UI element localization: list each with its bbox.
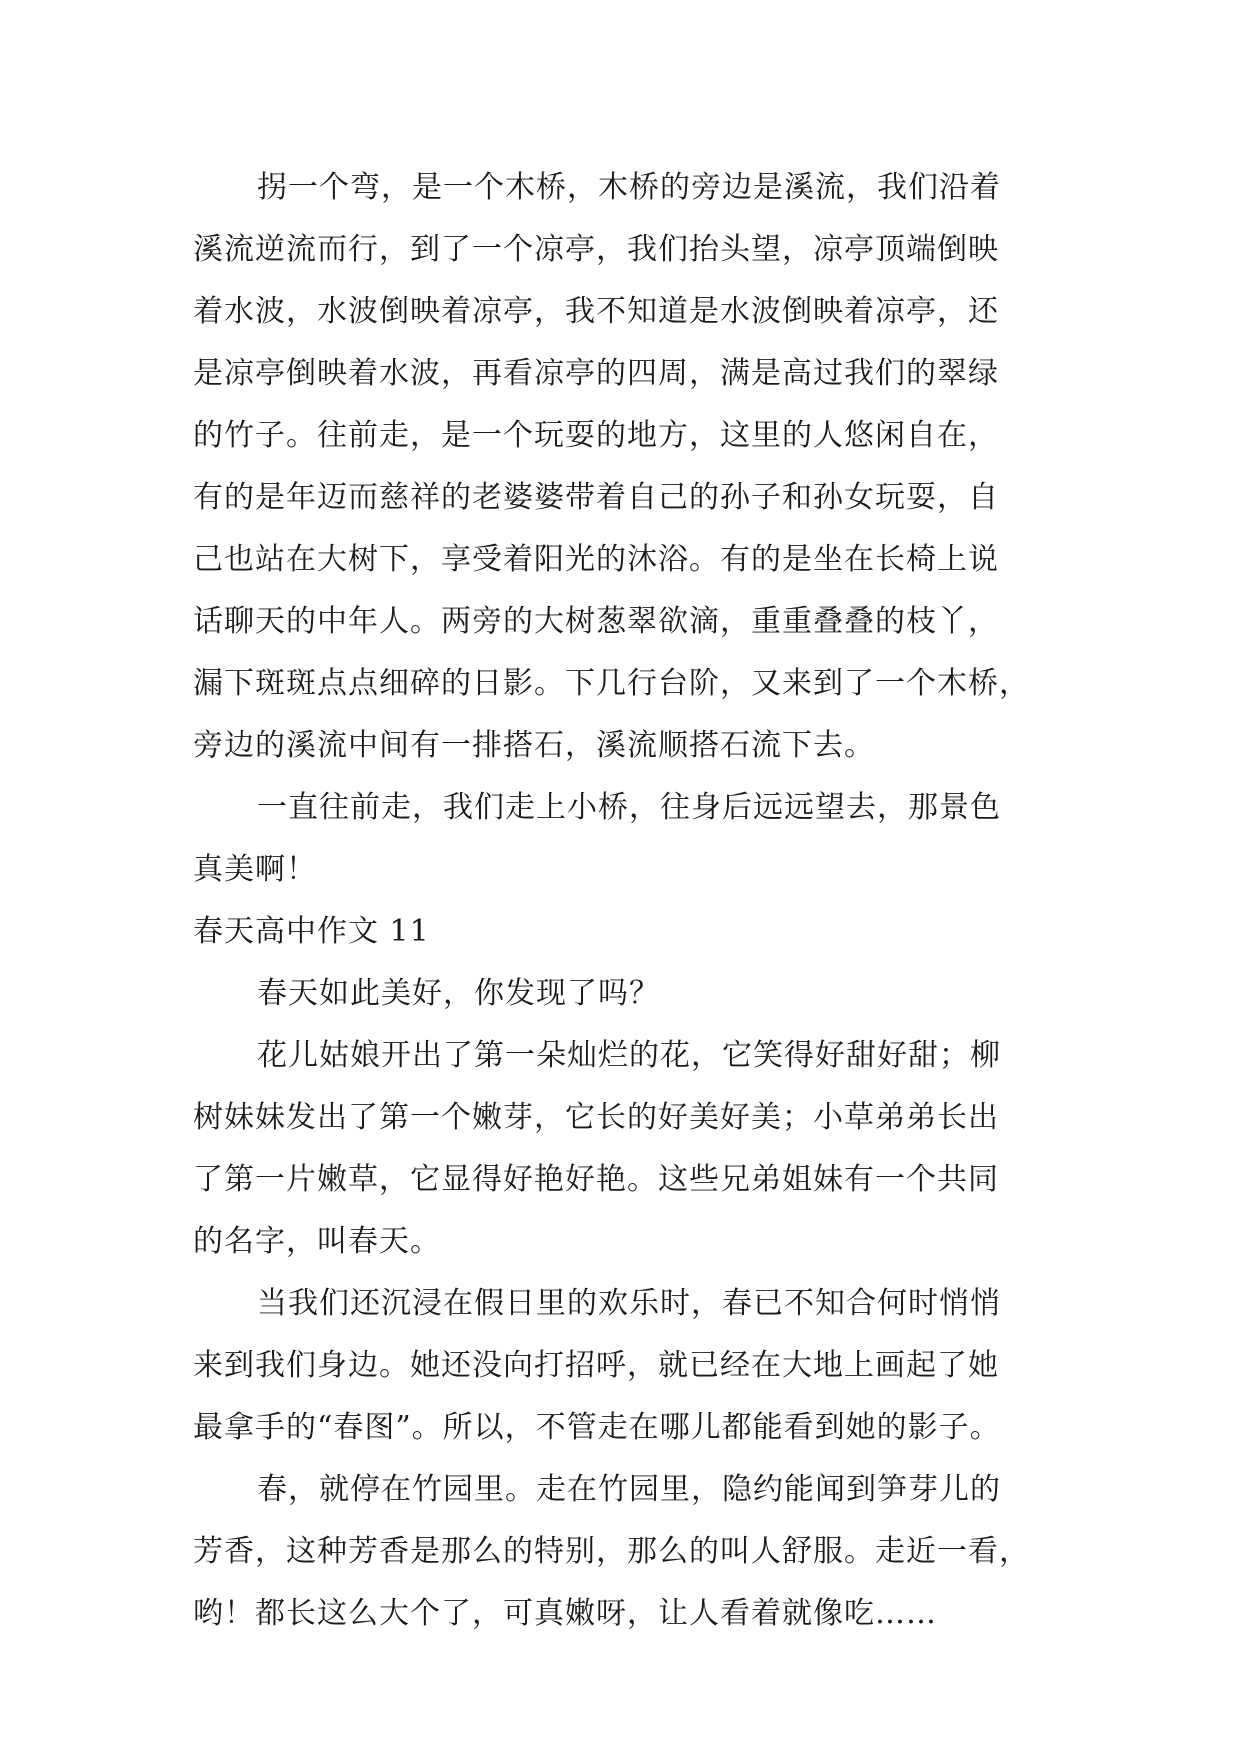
paragraph-line: 漏下斑斑点点细碎的日影。下几行台阶，又来到了一个木桥， — [193, 666, 1030, 701]
paragraph-line: 了第一片嫩草，它显得好艳好艳。这些兄弟姐妹有一个共同 — [193, 1162, 999, 1197]
paragraph-line: 话聊天的中年人。两旁的大树葱翠欲滴，重重叠叠的枝丫， — [193, 604, 999, 639]
paragraph-line: 春，就停在竹园里。走在竹园里，隐约能闻到笋芽儿的 — [257, 1472, 1001, 1507]
paragraph-line: 当我们还沉浸在假日里的欢乐时，春已不知合何时悄悄 — [257, 1286, 1001, 1321]
paragraph-line: 溪流逆流而行，到了一个凉亭，我们抬头望，凉亭顶端倒映 — [193, 232, 999, 267]
paragraph-line: 拐一个弯，是一个木桥，木桥的旁边是溪流，我们沿着 — [257, 170, 1001, 205]
paragraph-line: 真美啊！ — [193, 852, 317, 887]
paragraph-line: 的竹子。往前走，是一个玩耍的地方，这里的人悠闲自在， — [193, 418, 999, 453]
paragraph-line: 树妹妹发出了第一个嫩芽，它长的好美好美；小草弟弟长出 — [193, 1100, 999, 1135]
paragraph-line: 旁边的溪流中间有一排搭石，溪流顺搭石流下去。 — [193, 728, 875, 763]
paragraph-line: 己也站在大树下，享受着阳光的沐浴。有的是坐在长椅上说 — [193, 542, 999, 577]
paragraph-line: 春天如此美好，你发现了吗？ — [257, 976, 660, 1011]
paragraph-line: 芳香，这种芳香是那么的特别，那么的叫人舒服。走近一看， — [193, 1534, 1030, 1569]
paragraph-line: 一直往前走，我们走上小桥，往身后远远望去，那景色 — [257, 790, 1001, 825]
paragraph-line: 最拿手的“春图”。所以，不管走在哪儿都能看到她的影子。 — [193, 1410, 1001, 1445]
paragraph-line: 来到我们身边。她还没向打招呼，就已经在大地上画起了她 — [193, 1348, 999, 1383]
paragraph-line: 着水波，水波倒映着凉亭，我不知道是水波倒映着凉亭，还 — [193, 294, 999, 329]
paragraph-line: 花儿姑娘开出了第一朵灿烂的花，它笑得好甜好甜；柳 — [257, 1038, 1001, 1073]
paragraph-line: 的名字，叫春天。 — [193, 1224, 441, 1259]
section-heading: 春天高中作文 11 — [193, 914, 430, 949]
paragraph-line: 哟！都长这么大个了，可真嫩呀，让人看着就像吃…… — [193, 1596, 937, 1631]
paragraph-line: 是凉亭倒映着水波，再看凉亭的四周，满是高过我们的翠绿 — [193, 356, 999, 391]
paragraph-line: 有的是年迈而慈祥的老婆婆带着自己的孙子和孙女玩耍，自 — [193, 480, 999, 515]
